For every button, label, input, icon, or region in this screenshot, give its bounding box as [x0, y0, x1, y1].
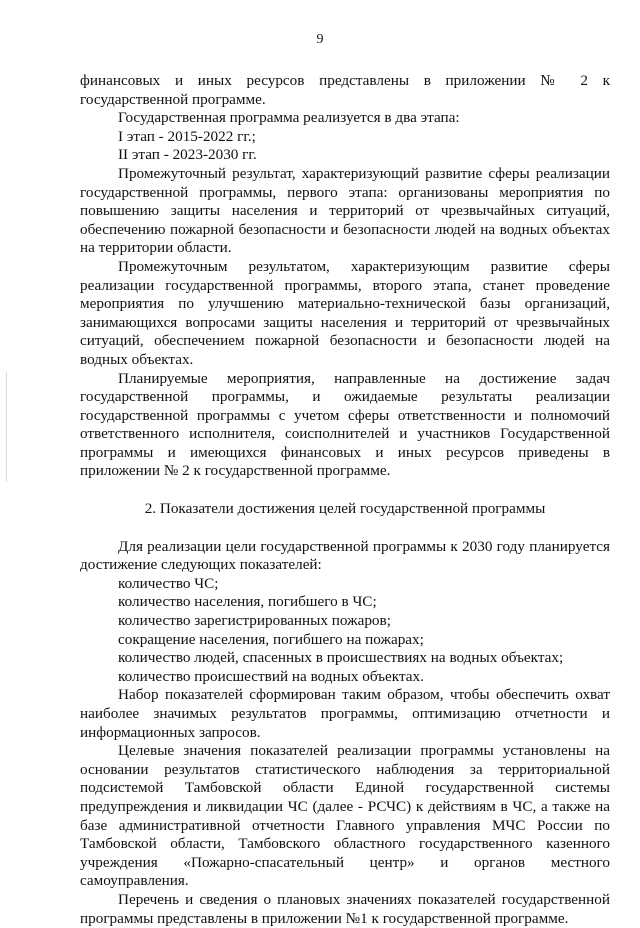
paragraph-planned-measures: Планируемые мероприятия, направленные на достижение задач государственной программы, и ожидаемые результаты реализации государственной программы с учетом сферы ответственности и полномочий ответственного исполнителя, соисполнителей и участников Государственной программы и имеющихся финансовых и иных ресурсов приведены в приложении № 2 к государственной программе. [80, 369, 610, 480]
list-item: количество зарегистрированных пожаров; [118, 612, 391, 630]
section-heading: 2. Показатели достижения целей государственной программы [144, 500, 546, 518]
stage-1: I этап - 2015-2022 гг.; [118, 127, 256, 145]
paragraph-indicator-set: Набор показателей сформирован таким образом, чтобы обеспечить охват наиболее значимых результатов программы, оптимизацию отчетности и информационных запросов. [80, 686, 610, 741]
list-item: количество происшествий на водных объектах. [118, 667, 424, 685]
list-item: сокращение населения, погибшего на пожарах; [118, 630, 424, 648]
paragraph-continuation: финансовых и иных ресурсов представлены в приложении № 2 к государственной программе. [80, 72, 610, 108]
indicator-list [80, 575, 610, 687]
paragraph-appendix-reference: Перечень и сведения о плановых значениях показателей государственной программы представлены в приложении №1 к государственной программе. [80, 890, 610, 927]
document-body [80, 72, 610, 928]
scan-margin-mark [6, 372, 7, 482]
list-item: количество людей, спасенных в происшествиях на водных объектах; [118, 649, 564, 667]
paragraph-indicators-intro: Для реализации цели государственной программы к 2030 году планируется достижение следующих показателей: [80, 537, 610, 574]
paragraph-stage-2-result: Промежуточным результатом, характеризующим развитие сферы реализации государственной программы, второго этапа, станет проведение мероприятия по улучшению материально-технической базы организаций, занимающихся вопросами защиты населения и территорий от чрезвычайных ситуаций, обеспечением пожарной безопасности и безопасности людей на водных объектах. [80, 257, 610, 368]
list-item: количество ЧС; [118, 574, 219, 592]
page-number: 9 [316, 32, 324, 47]
paragraph-target-values: Целевые значения показателей реализации программы установлены на основании результатов статистического наблюдения за территориальной подсистемой Тамбовской области Единой государственной системы предупреждения и ликвидации ЧС (далее - РСЧС) к действиям в ЧС, а также на базе административной отчетности Главного управления МЧС России по Тамбовской области, Тамбовского областного государственного казенного учреждения «Пожарно-спасательный центр» и органов местного самоуправления. [80, 742, 610, 890]
paragraph-stage-1-result: Промежуточный результат, характеризующий развитие сферы реализации государственной программы, первого этапа: организованы мероприятия по повышению защиты населения и территорий от чрезвычайных ситуаций, обеспечению пожарной безопасности и безопасности людей на водных объектах на территории области. [80, 164, 610, 257]
paragraph-stages-intro: Государственная программа реализуется в два этапа: [118, 109, 460, 127]
list-item: количество населения, погибшего в ЧС; [118, 593, 377, 611]
stage-2: II этап - 2023-2030 гг. [118, 146, 257, 164]
